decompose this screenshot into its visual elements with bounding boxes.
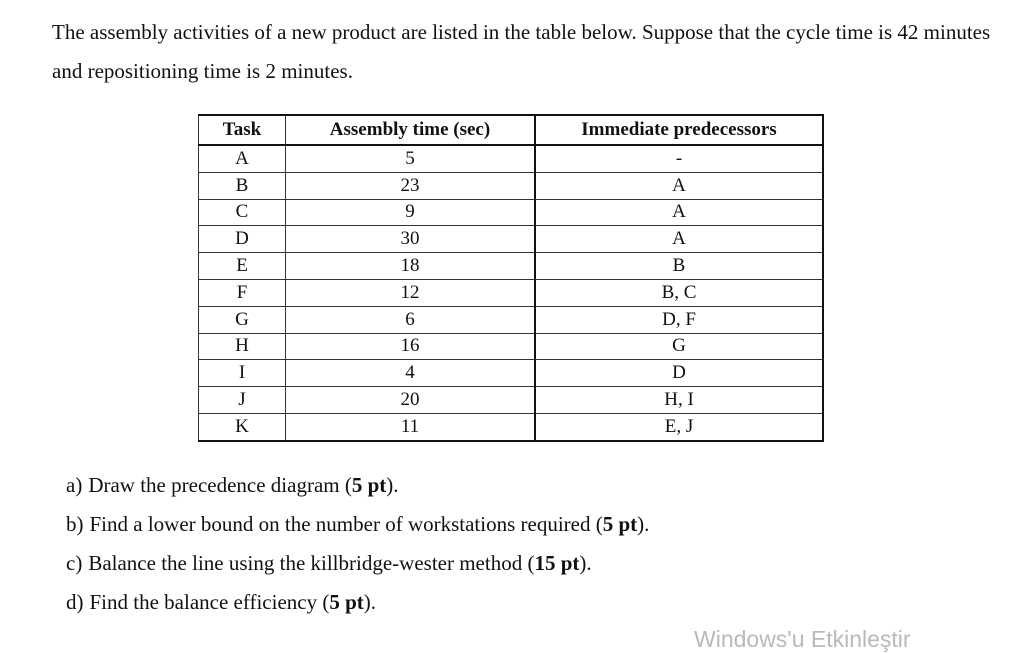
cell-time: 6 [286,306,536,333]
cell-predecessors: D, F [535,306,823,333]
cell-time: 16 [286,333,536,360]
cell-task: D [199,226,286,253]
cell-time: 11 [286,413,536,440]
question-letter: a) [66,473,83,497]
cell-time: 18 [286,253,536,280]
cell-task: F [199,279,286,306]
header-predecessors: Immediate predecessors [535,115,823,145]
cell-predecessors: D [535,360,823,387]
question-points: 15 pt [534,551,580,575]
cell-task: A [199,145,286,172]
cell-predecessors: G [535,333,823,360]
intro-paragraph: The assembly activities of a new product are listed in the table below. Suppose that the cycle time is 42 minutes and repositioning time is 2 minutes. [52,20,991,83]
header-assembly-time: Assembly time (sec) [286,115,536,145]
table-row [199,279,824,306]
cell-task: I [199,360,286,387]
question-tail: ). [637,512,650,536]
cell-task: J [199,387,286,414]
question-text: Draw the precedence diagram ( [88,473,352,497]
cell-task: H [199,333,286,360]
question-points: 5 pt [602,512,638,536]
cell-task: K [199,413,286,440]
table-row [199,333,824,360]
cell-predecessors: H, I [535,387,823,414]
table-row [199,413,824,440]
question-letter: b) [66,512,84,536]
question-points: 5 pt [329,590,364,614]
cell-predecessors: A [535,226,823,253]
cell-time: 9 [286,199,536,226]
cell-predecessors: B, C [535,279,823,306]
table-row [199,199,824,226]
question-item [66,544,649,583]
task-table [198,114,824,442]
header-task: Task [199,115,286,145]
cell-time: 30 [286,226,536,253]
question-text: Balance the line using the killbridge-wester method ( [88,551,535,575]
table-row [199,306,824,333]
cell-predecessors: - [535,145,823,172]
table-row [199,360,824,387]
question-list [66,466,649,622]
cell-time: 12 [286,279,536,306]
question-points: 5 pt [351,473,387,497]
cell-predecessors: A [535,199,823,226]
cell-predecessors: B [535,253,823,280]
cell-predecessors: A [535,172,823,199]
question-tail: ). [386,473,399,497]
table-row [199,145,824,172]
cell-task: B [199,172,286,199]
question-text: Find a lower bound on the number of workstations required ( [89,512,603,536]
table-header-row [199,115,824,145]
table-row [199,172,824,199]
question-tail: ). [363,590,377,614]
cell-predecessors: E, J [535,413,823,440]
table-row [199,226,824,253]
question-letter: c) [66,551,83,575]
question-item [66,505,649,544]
cell-task: G [199,306,286,333]
question-tail: ). [579,551,592,575]
question-item [66,583,649,622]
cell-time: 20 [286,387,536,414]
cell-task: C [199,199,286,226]
cell-time: 5 [286,145,536,172]
cell-task: E [199,253,286,280]
activation-watermark: Windows'u Etkinleştir [694,626,911,652]
table-row [199,253,824,280]
cell-time: 23 [286,172,536,199]
cell-time: 4 [286,360,536,387]
table-row [199,387,824,414]
question-text: Find the balance efficiency ( [89,590,330,614]
question-letter: d) [66,590,84,614]
question-item [66,466,649,505]
